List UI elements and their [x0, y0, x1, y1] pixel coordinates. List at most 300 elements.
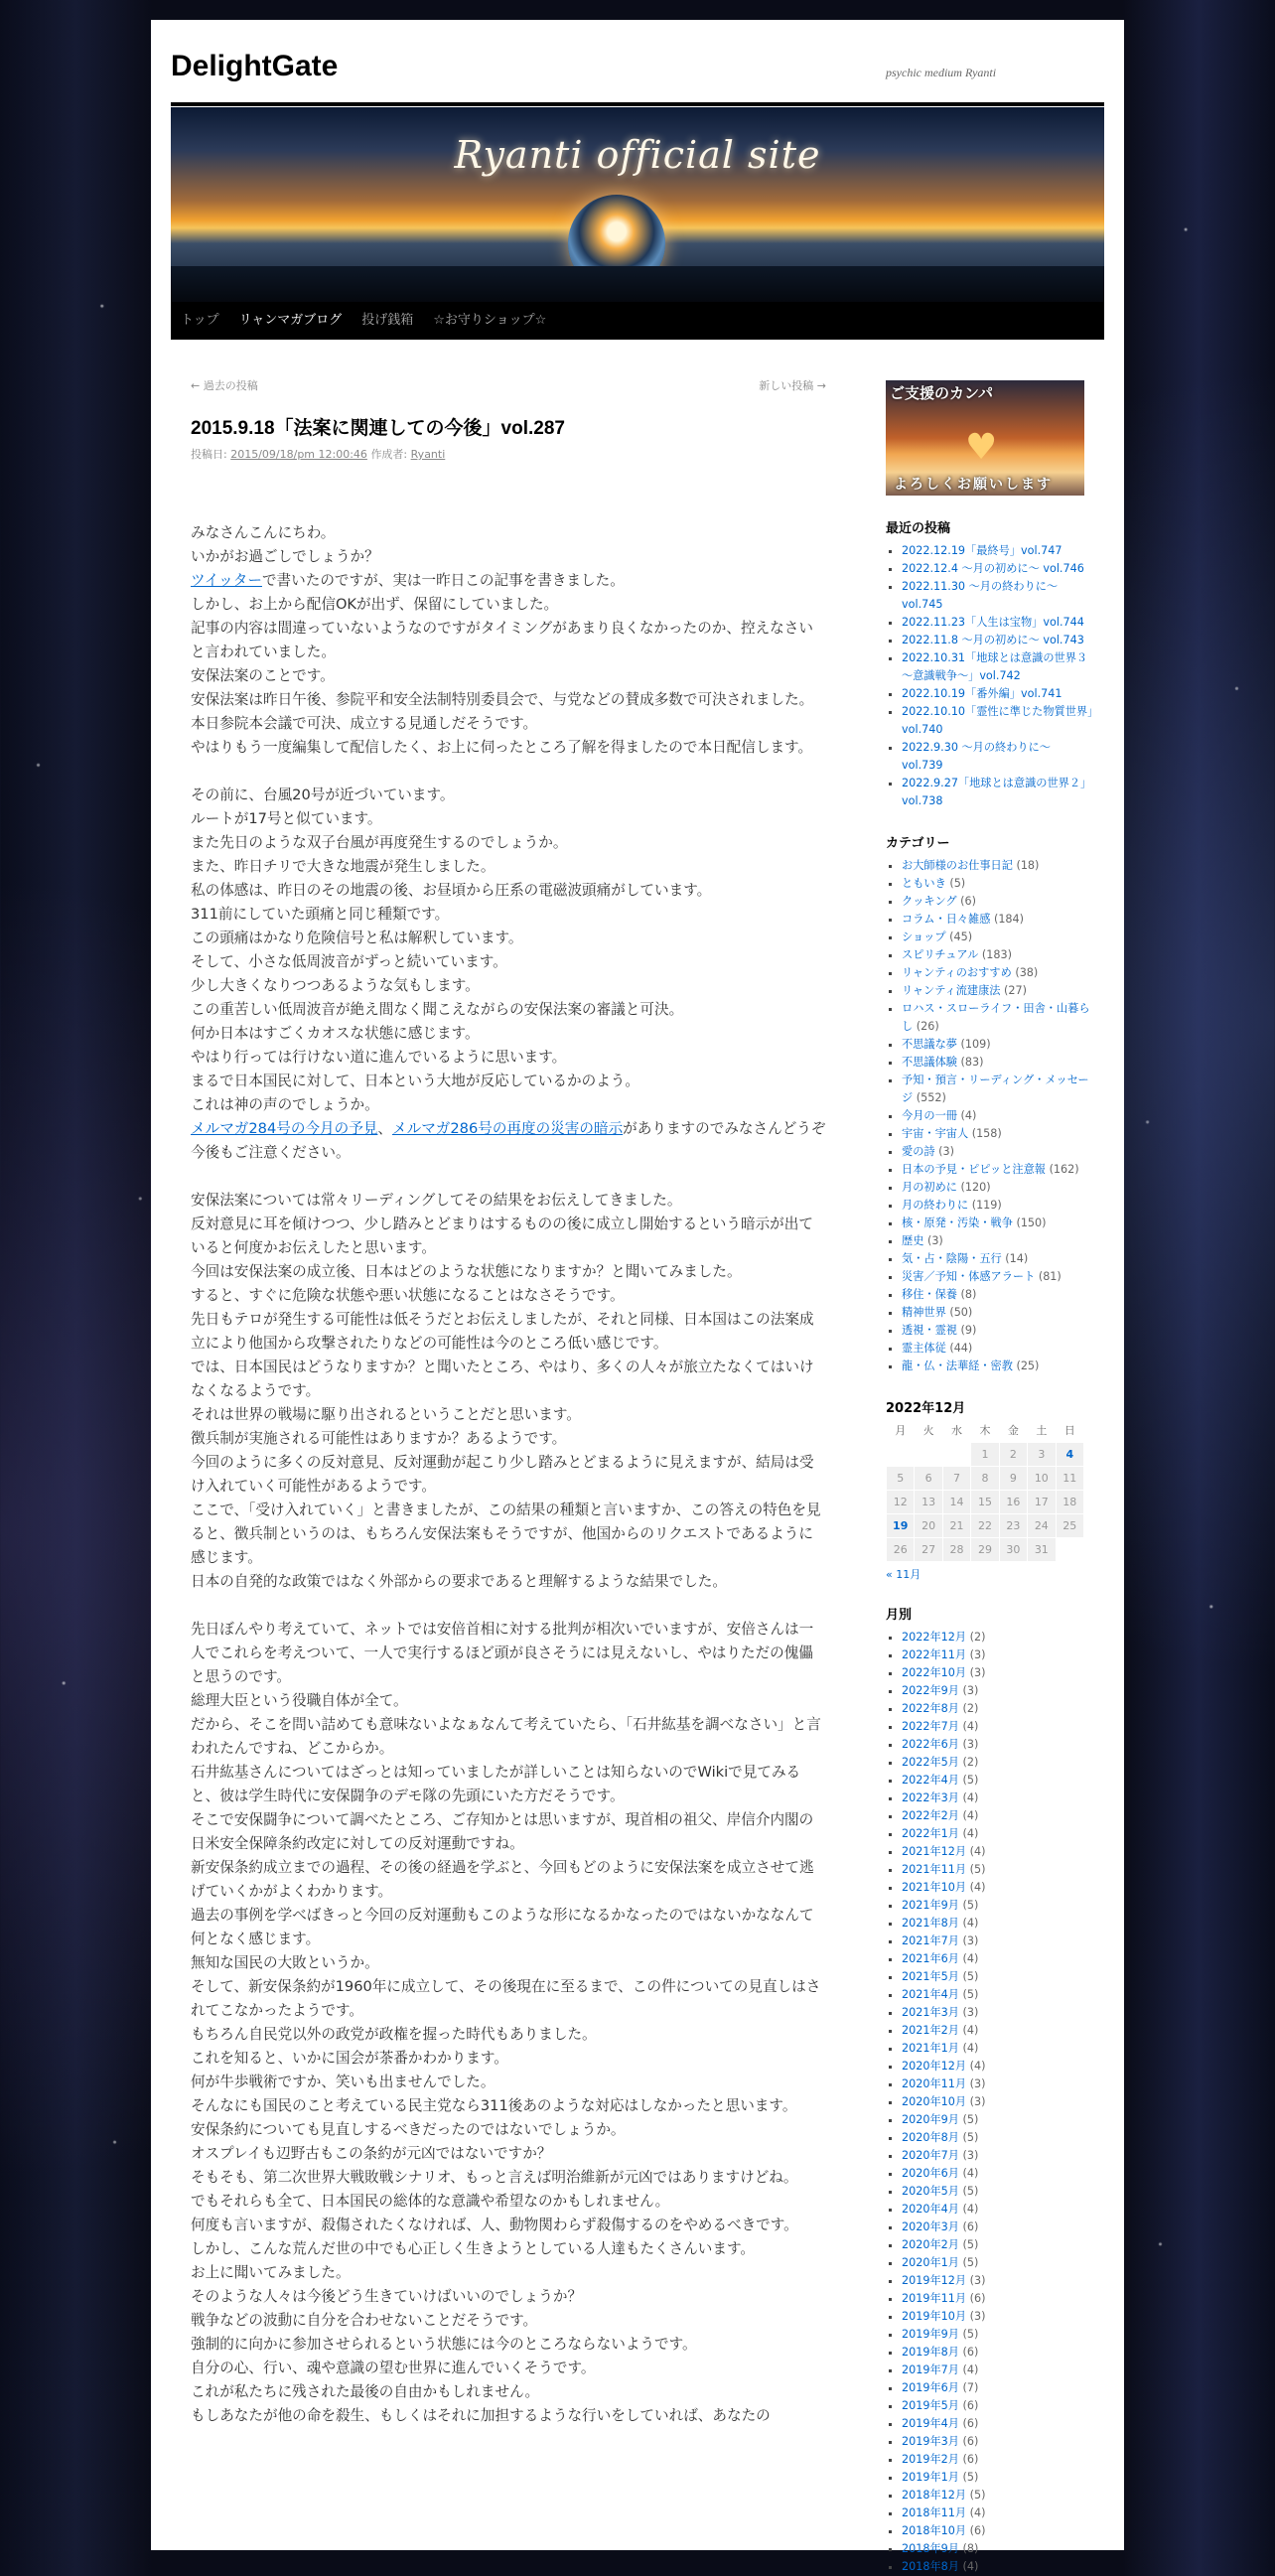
post-paragraph: そこで安保闘争について調べたところ、ご存知かとは思いますが、現首相の祖父、岸信介内閣の日米安全保障条約改定に対しての反対運動ですね。 [191, 1811, 814, 1852]
archive-item [902, 2004, 1094, 2022]
archive-item-count: (6) [962, 2345, 979, 2359]
category-item-link[interactable]: スピリチュアル [902, 948, 979, 961]
paragraph-gap [191, 760, 826, 784]
archive-item-link[interactable]: 2022年11月 [902, 1647, 967, 1661]
categories-title: カテゴリー [886, 836, 950, 851]
category-item [902, 1358, 1094, 1375]
archive-item-link[interactable]: 2022年6月 [902, 1737, 959, 1751]
archive-item-link[interactable]: 2022年7月 [902, 1719, 959, 1733]
recent-post-item [902, 578, 1094, 614]
calendar-day: 7 [942, 1466, 970, 1490]
archive-item [902, 2058, 1094, 2075]
recent-post-link[interactable]: 2022.10.31「地球とは意識の世界３～意識戦争～」vol.742 [902, 651, 1088, 682]
post-paragraph: みなさんこんにちわ。 [191, 524, 336, 541]
category-item-link[interactable]: 月の初めに [902, 1181, 957, 1194]
archive-item [902, 1718, 1094, 1736]
category-item [902, 875, 1094, 893]
archive-item [902, 2451, 1094, 2469]
archive-item [902, 2272, 1094, 2290]
archive-item-count: (6) [962, 2219, 979, 2233]
archive-item [902, 1736, 1094, 1754]
category-item-link[interactable]: 不思議体験 [902, 1056, 957, 1069]
nav-item[interactable]: トップ [181, 313, 219, 328]
archive-item-link[interactable]: 2019年9月 [902, 2327, 959, 2341]
archive-item-count: (5) [962, 1773, 979, 1787]
calendar-day: 21 [942, 1513, 970, 1537]
nav-item[interactable]: ☆お守りショップ☆ [433, 313, 547, 328]
post-paragraph: 何度も言いますが、殺傷されたくなければ、人、動物関わらず殺傷するのをやめるべきです。 [191, 2217, 798, 2233]
archive-item-count: (3) [969, 1647, 986, 1661]
category-item-count: (6) [960, 895, 977, 908]
archive-item-count: (4) [962, 2362, 979, 2376]
category-item-link[interactable]: 透視・霊視 [902, 1324, 957, 1337]
archive-item [902, 1932, 1094, 1950]
category-item-count: (18) [1016, 859, 1040, 872]
post-paragraph: やはりもう一度編集して配信したく、お上に伺ったところ了解を得ましたので本日配信します。 [191, 739, 813, 756]
post-navigation [191, 377, 826, 397]
calendar-weekday: 日 [1063, 1423, 1075, 1437]
category-item [902, 1268, 1094, 1286]
category-item [902, 857, 1094, 875]
archive-item-count: (4) [962, 1951, 979, 1965]
archive-item-count: (2) [962, 1701, 979, 1715]
archive-item-count: (6) [969, 2291, 986, 2305]
inline-link-1[interactable]: メルマガ284号の今月の予見 [191, 1120, 378, 1137]
archive-item-link[interactable]: 2021年1月 [902, 2041, 959, 2055]
category-item-link[interactable]: 月の終わりに [902, 1199, 969, 1212]
post-paragraph: ここで、「受け入れていく」と書きましたが、この結果の種類と言いますか、この答えの特色を見ると、徴兵制というのは、もちろん安保法案もそうですが、他国からのリクエストであるように感じます。 [191, 1502, 821, 1566]
post-paragraph: 自分の心、行い、魂や意識の望む世界に進んでいくそうです。 [191, 2360, 596, 2376]
archive-item [902, 2183, 1094, 2201]
category-item-link[interactable]: ロハス・スローライフ・田舎・山暮らし [902, 1002, 1090, 1033]
calendar-day: 12 [887, 1490, 915, 1513]
archive-item-count: (3) [969, 2094, 986, 2108]
category-item [902, 1322, 1094, 1340]
archive-item-link[interactable]: 2020年10月 [902, 2094, 967, 2108]
archive-item-link[interactable]: 2020年1月 [902, 2255, 959, 2269]
calendar-weekday: 土 [1036, 1423, 1048, 1437]
archive-item [902, 1754, 1094, 1772]
archive-item-count: (5) [962, 2237, 979, 2251]
archive-item [902, 2075, 1094, 2093]
archive-item-link[interactable]: 2020年9月 [902, 2112, 959, 2126]
archive-item-count: (3) [969, 1665, 986, 1679]
archive-item-link[interactable]: 2021年9月 [902, 1898, 959, 1912]
archive-item [902, 2379, 1094, 2397]
archive-item [902, 2236, 1094, 2254]
category-item [902, 1125, 1094, 1143]
archive-item-link[interactable]: 2019年1月 [902, 2470, 959, 2484]
category-item-link[interactable]: リャンティのおすすめ [902, 966, 1012, 979]
archive-item-link[interactable]: 2019年8月 [902, 2345, 959, 2359]
post-paragraph: ツイッターで書いたのですが、実は一昨日この記事を書きました。 [191, 572, 625, 589]
category-item [902, 911, 1094, 929]
post-paragraph: 本日参院本会議で可決、成立する見通しだそうです。 [191, 715, 538, 732]
archive-item [902, 2361, 1094, 2379]
category-item-link[interactable]: 移住・保養 [902, 1288, 957, 1301]
category-item-link[interactable]: 日本の予見・ピピッと注意報 [902, 1163, 1046, 1176]
archive-item-link[interactable]: 2022年9月 [902, 1683, 959, 1697]
donation-title: ご支援のカンパ [890, 384, 993, 402]
recent-post-item [902, 739, 1094, 775]
archive-item-count: (6) [962, 2398, 979, 2412]
archive-item-link[interactable]: 2021年10月 [902, 1880, 967, 1894]
category-item-link[interactable]: 災害／予知・体感アラート [902, 1270, 1036, 1283]
archive-item-link[interactable]: 2019年2月 [902, 2452, 959, 2466]
archive-item-link[interactable]: 2022年1月 [902, 1826, 959, 1840]
post-paragraph: 日本の自発的な政策ではなく外部からの要求であると理解するような結果でした。 [191, 1573, 727, 1590]
category-item [902, 1286, 1094, 1304]
archive-item-link[interactable]: 2020年3月 [902, 2219, 959, 2233]
archive-item [902, 1950, 1094, 1968]
archive-item-count: (5) [962, 2112, 979, 2126]
post-paragraph: これが私たちに残された最後の自由かもしれません。 [191, 2383, 540, 2400]
archive-item-link[interactable]: 2019年6月 [902, 2380, 959, 2394]
archive-item-count: (6) [962, 2416, 979, 2430]
category-item-link[interactable]: 霊主体従 [902, 1342, 946, 1355]
category-item [902, 1161, 1094, 1179]
recent-post-item [902, 649, 1094, 685]
recent-post-link[interactable]: 2022.11.8 ～月の初めに～ vol.743 [902, 634, 1084, 646]
calendar-day [942, 1442, 970, 1466]
archive-item-link[interactable]: 2022年4月 [902, 1773, 959, 1787]
recent-post-link[interactable]: 2022.12.4 ～月の初めに～ vol.746 [902, 562, 1084, 575]
archive-item [902, 2165, 1094, 2183]
post-paragraph: そのような人々は今後どう生きていけばいいのでしょうか？ [191, 2288, 583, 2305]
archive-item-count: (5) [969, 2488, 986, 2502]
category-item-link[interactable]: お大師様のお仕事日記 [902, 859, 1013, 872]
archive-item-link[interactable]: 2020年8月 [902, 2130, 959, 2144]
post-paragraph: 安保法案は昨日午後、参院平和安全法制特別委員会で、与党などの賛成多数で可決されました。 [191, 691, 814, 708]
archive-item-count: (7) [962, 2380, 979, 2394]
archive-item [902, 1968, 1094, 1986]
post-paragraph: そして、新安保条約が1960年に成立して、その後現在に至るまで、この件についての見直しはされてこなかったようです。 [191, 1978, 821, 2019]
archive-item-link[interactable]: 2020年2月 [902, 2237, 959, 2251]
category-item-count: (14) [1005, 1252, 1029, 1265]
post-date-label: 投稿日: [191, 448, 227, 461]
calendar-day: 25 [1056, 1513, 1083, 1537]
category-item [902, 1304, 1094, 1322]
site-description: psychic medium Ryanti [886, 66, 997, 79]
recent-post-item [902, 685, 1094, 703]
category-item-link[interactable]: ショップ [902, 930, 946, 943]
archive-item-link[interactable]: 2020年12月 [902, 2059, 967, 2073]
calendar-weekday: 金 [1007, 1423, 1019, 1437]
calendar-prev-link[interactable]: « 11月 [886, 1567, 921, 1581]
archive-item [902, 2218, 1094, 2236]
calendar-day: 27 [915, 1537, 942, 1561]
archive-item-link[interactable]: 2021年3月 [902, 2005, 959, 2019]
category-item [902, 1107, 1094, 1125]
archive-item-link[interactable]: 2019年7月 [902, 2362, 959, 2376]
archive-item-count: (3) [969, 2309, 986, 2323]
category-item-count: (26) [916, 1020, 939, 1033]
recent-posts-list [886, 542, 1094, 810]
archive-item-count: (5) [962, 1987, 979, 2001]
archive-item-count: (5) [962, 2130, 979, 2144]
post-paragraph: 何が牛歩戦術ですか、笑いも出ませんでした。 [191, 2074, 496, 2090]
recent-post-link[interactable]: 2022.9.27「地球とは意識の世界２」vol.738 [902, 777, 1092, 807]
main-content [191, 377, 826, 2428]
category-item-count: (27) [1004, 984, 1027, 997]
archive-item-count: (4) [969, 2059, 986, 2073]
calendar-weekday: 月 [895, 1423, 907, 1437]
post-paragraph: ルートが17号と似ています。 [191, 810, 382, 827]
archive-item [902, 1682, 1094, 1700]
category-item [902, 946, 1094, 964]
calendar-day: 10 [1028, 1466, 1056, 1490]
post-paragraph: 戦争などの波動に自分を合わせないことだそうです。 [191, 2312, 538, 2329]
post-paragraph: すると、すぐに危険な状態や悪い状態になることはなさそうです。 [191, 1287, 625, 1304]
archive-item [902, 1825, 1094, 1843]
archive-item-link[interactable]: 2020年7月 [902, 2148, 959, 2162]
archive-item-link[interactable]: 2018年10月 [902, 2523, 967, 2537]
next-post-link[interactable]: 新しい投稿 → [759, 379, 826, 392]
site-title[interactable]: DelightGate [171, 50, 339, 82]
calendar-day: 29 [971, 1537, 999, 1561]
post-paragraph: 総理大臣という役職自体が全て。 [191, 1692, 408, 1709]
archive-item-link[interactable]: 2021年8月 [902, 1916, 959, 1930]
archive-item-count: (6) [962, 2434, 979, 2448]
category-item-link[interactable]: 愛の詩 [902, 1145, 935, 1158]
category-item [902, 1197, 1094, 1215]
archive-item-link[interactable]: 2019年3月 [902, 2434, 959, 2448]
archive-item [902, 2558, 1094, 2576]
archive-item-count: (3) [962, 2005, 979, 2019]
category-item-count: (50) [949, 1306, 973, 1319]
calendar-day: 31 [1028, 1537, 1056, 1561]
post-paragraph: もちろん自民党以外の政党が政権を握った時代もありました。 [191, 2026, 597, 2043]
category-item-link[interactable]: 今月の一冊 [902, 1109, 957, 1122]
archive-item-count: (3) [969, 2273, 986, 2287]
recent-post-link[interactable]: 2022.12.19「最終号」vol.747 [902, 544, 1062, 557]
category-item-link[interactable]: 龍・仏・法華経・密教 [902, 1360, 1013, 1372]
archive-item-link[interactable]: 2021年6月 [902, 1951, 959, 1965]
post-paragraph: そして、小さな低周波音がずっと続いています。 [191, 953, 507, 970]
category-item-link[interactable]: 気・占・陰陽・五行 [902, 1252, 1002, 1265]
post-paragraph: では、日本国民はどうなりますか？と聞いたところ、やはり、多くの人々が旅立たなくてはいけなくなるようです。 [191, 1359, 814, 1399]
archive-item-link[interactable]: 2018年9月 [902, 2541, 959, 2555]
calendar-day: 16 [999, 1490, 1027, 1513]
category-item-count: (120) [960, 1181, 991, 1194]
inline-link-0[interactable]: ツイッター [191, 572, 262, 589]
category-item-link[interactable]: リャンティ流建康法 [902, 984, 1001, 997]
post-paragraph: 先日ぼんやり考えていて、ネットでは安倍首相に対する批判が相次いでいますが、安倍さんは一人でこれらを考えついて、一人で実行するほど頭が良さそうには見えないし、やはりただの傀儡と思うのです。 [191, 1621, 814, 1685]
post-paragraph: 何か日本はすごくカオスな状態に感じます。 [191, 1025, 480, 1042]
archive-item-link[interactable]: 2018年8月 [902, 2559, 959, 2573]
archive-item-link[interactable]: 2022年3月 [902, 1790, 959, 1804]
archive-item-link[interactable]: 2021年4月 [902, 1987, 959, 2001]
archive-item-link[interactable]: 2020年4月 [902, 2202, 959, 2216]
calendar-day: 17 [1028, 1490, 1056, 1513]
archive-item-link[interactable]: 2019年11月 [902, 2291, 967, 2305]
post-paragraph: しかし、お上から配信OKが出ず、保留にしていました。 [191, 596, 559, 613]
category-item-link[interactable]: 核・原発・汚染・戦争 [902, 1216, 1013, 1229]
category-item [902, 1036, 1094, 1054]
calendar-day: 30 [999, 1537, 1027, 1561]
post-paragraph: この重苦しい低周波音が絶え間なく聞こえながらの安保法案の審議と可決。 [191, 1001, 684, 1018]
archive-item-link[interactable]: 2018年12月 [902, 2488, 967, 2502]
archive-item-link[interactable]: 2020年6月 [902, 2166, 959, 2180]
nav-item[interactable]: リャンマガブログ [238, 313, 343, 328]
archive-item [902, 1664, 1094, 1682]
archive-item [902, 2147, 1094, 2165]
archive-item-count: (5) [969, 1862, 986, 1876]
archive-item-link[interactable]: 2022年2月 [902, 1808, 959, 1822]
calendar-caption: 2022年12月 [886, 1401, 966, 1416]
archive-item-link[interactable]: 2022年5月 [902, 1755, 959, 1769]
archive-item [902, 2022, 1094, 2040]
post-paragraph: だから、そこを問い詰めても意味ないよなぁなんて考えていたら、「石井紘基を調べなさい」と言われたんですね、どこからか。 [191, 1716, 821, 1757]
calendar-day[interactable]: 19 [887, 1513, 915, 1537]
category-item-count: (162) [1049, 1163, 1079, 1176]
calendar-day: 8 [971, 1466, 999, 1490]
archive-item-count: (5) [962, 2184, 979, 2198]
donation-subtitle: よろしくお願いします [894, 477, 1053, 493]
category-item [902, 1072, 1094, 1107]
post-paragraph: 今回は安保法案の成立後、日本はどのような状態になりますか？と聞いてみました。 [191, 1263, 742, 1280]
archive-item [902, 2344, 1094, 2361]
archive-item [902, 2093, 1094, 2111]
archive-item [902, 2111, 1094, 2129]
nav-item[interactable]: 投げ銭箱 [361, 313, 414, 328]
post-paragraph: 徴兵制が実施される可能性はありますか？あるようです。 [191, 1430, 567, 1447]
calendar-day: 18 [1056, 1490, 1083, 1513]
archive-item-count: (5) [962, 2470, 979, 2484]
calendar-day: 3 [1028, 1442, 1056, 1466]
archive-item-link[interactable]: 2019年5月 [902, 2398, 959, 2412]
post-author-link[interactable]: Ryanti [410, 448, 446, 461]
category-item [902, 1340, 1094, 1358]
archive-item [902, 1646, 1094, 1664]
category-item-link[interactable]: 予知・預言・リーディング・メッセージ [902, 1073, 1089, 1104]
category-item-count: (109) [960, 1038, 991, 1051]
archive-item-link[interactable]: 2019年10月 [902, 2309, 967, 2323]
recent-post-item [902, 560, 1094, 578]
category-item-link[interactable]: コラム・日々雑感 [902, 913, 991, 926]
category-item-link[interactable]: 宇宙・宇宙人 [902, 1127, 969, 1140]
post-paragraph: そんなにも国民のこと考えている民主党なら311後あのような対応はしなかったと思います。 [191, 2097, 797, 2114]
post-paragraph: また先日のような双子台風が再度発生するのでしょうか。 [191, 834, 568, 851]
archive-item-link[interactable]: 2018年11月 [902, 2505, 967, 2519]
archive-item [902, 1629, 1094, 1646]
donation-banner[interactable] [886, 380, 1084, 496]
recent-post-link[interactable]: 2022.10.10「霊性に準じた物質世界」vol.740 [902, 705, 1093, 736]
post-paragraph: そもそも、第二次世界大戦敗戦シナリオ、もっと言えば明治維新が元凶ではありますけどね。 [191, 2169, 798, 2186]
archive-item-count: (4) [962, 1790, 979, 1804]
calendar-day: 14 [942, 1490, 970, 1513]
archive-item-link[interactable]: 2021年12月 [902, 1844, 967, 1858]
category-item [902, 929, 1094, 946]
category-item [902, 964, 1094, 982]
inline-link-2[interactable]: メルマガ286号の再度の災害の暗示 [392, 1120, 624, 1137]
archive-item [902, 2397, 1094, 2415]
recent-post-link[interactable]: 2022.11.23「人生は宝物」vol.744 [902, 616, 1084, 629]
category-item-count: (183) [981, 948, 1012, 961]
recent-post-link[interactable]: 2022.9.30 ～月の終わりに～ vol.739 [902, 741, 1051, 772]
archive-item [902, 2433, 1094, 2451]
archive-item-link[interactable]: 2020年5月 [902, 2184, 959, 2198]
sidebar [886, 380, 1094, 2576]
prev-post-link[interactable]: ← 過去の投稿 [191, 379, 258, 392]
post-paragraph: 今回のように多くの反対意見、反対運動が起こり少し踏みとどまるように見えますが、結局は受け入れていく可能性があるようです。 [191, 1454, 814, 1495]
calendar-day[interactable]: 4 [1056, 1442, 1083, 1466]
post-paragraph: それは世界の戦場に駆り出されるということだと思います。 [191, 1406, 581, 1423]
archive-item [902, 1861, 1094, 1879]
calendar-day: 6 [915, 1466, 942, 1490]
archive-item-count: (2) [962, 1755, 979, 1769]
calendar-day: 9 [999, 1466, 1027, 1490]
archive-item-count: (4) [962, 1826, 979, 1840]
archive-item [902, 1772, 1094, 1789]
category-item-link[interactable]: クッキング [902, 895, 957, 908]
recent-posts-widget [886, 517, 1094, 810]
category-item-count: (158) [971, 1127, 1002, 1140]
post-paragraph: 石井紘基さんについてはざっとは知っていましたが詳しいことは知らないのでWikiで見てみると、彼は学生時代に安保闘争のデモ隊の先頭にいた方だそうです。 [191, 1764, 801, 1804]
archive-item-link[interactable]: 2019年12月 [902, 2273, 967, 2287]
post-paragraph: しかし、こんな荒んだ世の中でも心正しく生きようとしている人達もたくさんいます。 [191, 2240, 755, 2257]
recent-post-item [902, 614, 1094, 632]
post-paragraph: 無知な国民の大敗というか。 [191, 1954, 379, 1971]
archive-item-link[interactable]: 2021年11月 [902, 1862, 967, 1876]
archive-item-count: (3) [962, 2148, 979, 2162]
post-paragraph: 311前にしていた頭痛と同じ種類です。 [191, 906, 450, 923]
post-author-label: 作成者: [370, 448, 411, 461]
archive-item-link[interactable]: 2021年5月 [902, 1969, 959, 1983]
category-item-count: (552) [916, 1091, 946, 1104]
category-item-count: (3) [926, 1234, 943, 1247]
paragraph-gap [191, 1165, 826, 1189]
category-item-count: (83) [960, 1056, 984, 1069]
category-item [902, 1054, 1094, 1072]
calendar-day: 28 [942, 1537, 970, 1561]
post-date-link[interactable]: 2015/09/18/pm 12:00:46 [230, 448, 367, 461]
archive-item-link[interactable]: 2022年12月 [902, 1630, 967, 1644]
archive-item-count: (5) [962, 2255, 979, 2269]
archive-item-count: (6) [962, 2452, 979, 2466]
category-item-link[interactable]: 不思議な夢 [902, 1038, 957, 1051]
archives-list [886, 1629, 1094, 2576]
post-paragraph: 新安保条約成立までの過程、その後の経過を学ぶと、今回もどのように安保法案を成立させて逃げていくかがよくわかります。 [191, 1859, 814, 1900]
category-item-link[interactable]: 歴史 [902, 1234, 924, 1247]
recent-post-link[interactable]: 2022.11.30 ～月の終わりに～ vol.745 [902, 580, 1059, 611]
archive-item-link[interactable]: 2019年4月 [902, 2416, 959, 2430]
category-item [902, 1215, 1094, 1232]
post-paragraph: オスプレイも辺野古もこの条約が元凶ではないですか？ [191, 2145, 552, 2162]
archive-item-link[interactable]: 2020年11月 [902, 2076, 967, 2090]
category-item-link[interactable]: 精神世界 [902, 1306, 946, 1319]
archive-item [902, 1843, 1094, 1861]
archive-item-link[interactable]: 2021年2月 [902, 2023, 959, 2037]
archive-item-link[interactable]: 2022年8月 [902, 1701, 959, 1715]
category-item-link[interactable]: ともいき [902, 877, 946, 890]
post-paragraph: これを知ると、いかに国会が茶番かわかります。 [191, 2050, 508, 2067]
calendar-day: 26 [887, 1537, 915, 1561]
archive-item-count: (5) [962, 1898, 979, 1912]
category-item [902, 1232, 1094, 1250]
calendar-weekday: 火 [922, 1423, 934, 1437]
archive-item [902, 1897, 1094, 1915]
calendar-day: 2 [999, 1442, 1027, 1466]
calendar-day [915, 1442, 942, 1466]
recent-post-link[interactable]: 2022.10.19「番外編」vol.741 [902, 687, 1062, 700]
archive-item [902, 2415, 1094, 2433]
category-item-count: (25) [1016, 1360, 1040, 1372]
archive-item-link[interactable]: 2021年7月 [902, 1933, 959, 1947]
category-item [902, 1143, 1094, 1161]
archive-item-link[interactable]: 2022年10月 [902, 1665, 967, 1679]
calendar-weekday: 木 [979, 1423, 991, 1437]
